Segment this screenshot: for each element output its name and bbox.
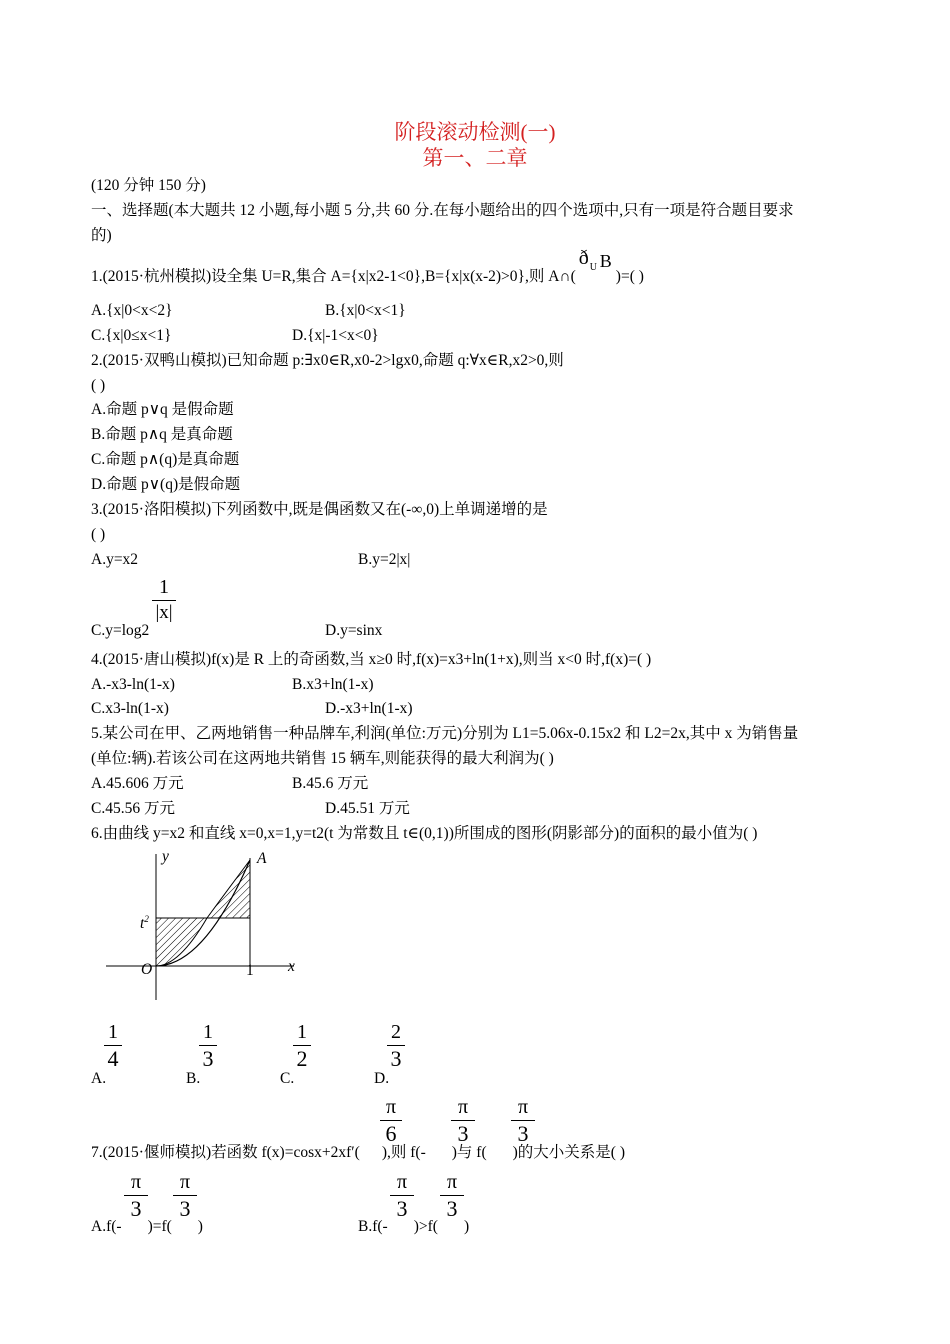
q6-option-d-label: D. [374, 1070, 390, 1087]
q1-option-b: B.{x|0<x<1} [325, 302, 406, 319]
fraction-numerator: 1 [203, 1021, 213, 1043]
fraction-denominator: 3 [396, 1196, 408, 1221]
q5-stem: 5.某公司在甲、乙两地销售一种品牌车,利润(单位:万元)分别为 L1=5.06x-0.15x2 和 L2=2x,其中 x 为销售量 [91, 725, 799, 742]
fraction-denominator: 3 [446, 1196, 458, 1221]
q6-option-c-label: C. [280, 1070, 295, 1087]
fraction-denominator: 4 [107, 1046, 119, 1071]
q5-option-b: B.45.6 万元 [292, 775, 369, 792]
q2-paren: ( ) [91, 377, 106, 394]
q4-option-b: B.x3+ln(1-x) [292, 676, 374, 693]
q3-option-c: C.y=log2 [91, 622, 150, 639]
fraction-numerator: 1 [297, 1021, 307, 1043]
shaded-region-right [207, 860, 250, 918]
q7-b-frac-1 [390, 1172, 414, 1220]
q7-stem-part4: )的大小关系是( ) [512, 1144, 625, 1161]
fraction-denominator: 2 [296, 1046, 308, 1071]
fig-t-sup: 2 [144, 914, 149, 924]
q7-stem-frac-neg-pi-3 [451, 1097, 475, 1145]
q7-stem-part1: 7.(2015·偃师模拟)若函数 f(x)=cosx+2xf′( [91, 1144, 360, 1161]
q7-a-frac-2 [173, 1172, 197, 1220]
complement-set: B [599, 251, 612, 271]
q5-option-d: D.45.51 万元 [325, 800, 410, 817]
q7-b-part2: )>f( [413, 1218, 438, 1235]
fig-label-one: 1 [246, 962, 254, 979]
q7-stem-part2: ),则 f(- [381, 1144, 426, 1161]
q6-stem: 6.由曲线 y=x2 和直线 x=0,x=1,y=t2(t 为常数且 t∈(0,1))所围成的图形(阴影部分)的面积的最小值为( ) [91, 825, 758, 842]
q7-stem [91, 1144, 625, 1162]
fraction-numerator: π [385, 1096, 397, 1118]
q7-b-part3: ) [463, 1218, 470, 1235]
q3-option-d: D.y=sinx [325, 622, 383, 639]
q1-stem [91, 247, 644, 286]
fig-label-x: x [288, 958, 295, 975]
q3-paren: ( ) [91, 526, 106, 543]
exam-meta: (120 分钟 150 分) [91, 177, 206, 194]
page-subtitle: 第一、二章 [422, 146, 528, 170]
fraction-numerator: 1 [159, 576, 169, 598]
fraction-numerator: 2 [391, 1021, 401, 1043]
fraction-denominator: 3 [179, 1196, 191, 1221]
q7-stem-frac-pi-6 [380, 1097, 402, 1145]
q1-stem-text: 1.(2015·杭州模拟)设全集 U=R,集合 A={x|x2-1<0},B={x|x(x-2)>0},则 A∩( [91, 268, 576, 285]
fraction-denominator: 3 [457, 1121, 469, 1146]
q6-figure-graph [104, 848, 304, 1003]
fraction-numerator: π [179, 1171, 191, 1193]
fig-label-origin: O [141, 961, 153, 978]
complement-sub: U [589, 262, 598, 273]
fraction-denominator: 3 [202, 1046, 214, 1071]
fraction-denominator: |x| [155, 602, 173, 623]
fraction-numerator: π [517, 1096, 529, 1118]
q7-a-frac-1 [124, 1172, 148, 1220]
fraction-numerator: π [130, 1171, 142, 1193]
q1-complement [576, 247, 616, 281]
q3-c-fraction [152, 577, 176, 622]
q6-option-a-label: A. [91, 1070, 107, 1087]
fraction-numerator: π [457, 1096, 469, 1118]
q3-option-b: B.y=2|x| [358, 551, 411, 568]
q4-option-a: A.-x3-ln(1-x) [91, 676, 175, 693]
q5-option-a: A.45.606 万元 [91, 775, 184, 792]
q2-option-d: D.命题 p∨(q)是假命题 [91, 476, 241, 493]
page-title: 阶段滚动检测(一) [394, 120, 556, 144]
q7-a-part2: )=f( [147, 1218, 172, 1235]
q1-stem-end: )=( ) [615, 268, 644, 285]
section-instructions-cont: 的) [91, 227, 112, 244]
q3-option-a: A.y=x2 [91, 551, 139, 568]
fig-t-letter: t [140, 915, 145, 933]
q7-a-part1: A.f(- [91, 1218, 122, 1235]
q3-stem: 3.(2015·洛阳模拟)下列函数中,既是偶函数又在(-∞,0)上单调递增的是 [91, 501, 548, 518]
fraction-numerator: π [396, 1171, 408, 1193]
q2-stem: 2.(2015·双鸭山模拟)已知命题 p:∃x0∈R,x0-2>lgx0,命题 q:∀x∈R,x2>0,则 [91, 352, 564, 369]
q2-option-c: C.命题 p∧(q)是真命题 [91, 451, 240, 468]
q4-option-c: C.x3-ln(1-x) [91, 700, 169, 717]
q7-stem-part3: )与 f( [451, 1144, 487, 1161]
q7-b-frac-2 [440, 1172, 464, 1220]
q2-option-b: B.命题 p∧q 是真命题 [91, 426, 233, 443]
fig-label-t [140, 910, 149, 933]
section-instructions: 一、选择题(本大题共 12 小题,每小题 5 分,共 60 分.在每小题给出的四个选项中,只有一项是符合题目要求 [91, 202, 794, 219]
fraction-numerator: π [446, 1171, 458, 1193]
fraction-denominator: 3 [130, 1196, 142, 1221]
q1-option-a: A.{x|0<x<2} [91, 302, 173, 319]
q1-option-c: C.{x|0≤x<1} [91, 327, 172, 344]
q5-stem-cont: (单位:辆).若该公司在这两地共销售 15 辆车,则能获得的最大利润为( ) [91, 750, 554, 767]
q6-option-a-fraction [104, 1022, 122, 1070]
fraction-denominator: 3 [517, 1121, 529, 1146]
fig-label-A: A [257, 850, 267, 867]
fraction-denominator: 3 [390, 1046, 402, 1071]
q6-option-c-fraction [293, 1022, 311, 1070]
q6-option-d-fraction [387, 1022, 405, 1070]
q7-b-part1: B.f(- [358, 1218, 388, 1235]
q4-option-d: D.-x3+ln(1-x) [325, 700, 413, 717]
fig-label-y: y [162, 848, 169, 865]
q7-stem-frac-pi-3 [511, 1097, 535, 1145]
q6-option-b-fraction [199, 1022, 217, 1070]
q2-option-a: A.命题 p∨q 是假命题 [91, 401, 234, 418]
complement-symbol: ð [578, 247, 589, 269]
q4-stem: 4.(2015·唐山模拟)f(x)是 R 上的奇函数,当 x≥0 时,f(x)=x3+ln(1+x),则当 x<0 时,f(x)=( ) [91, 651, 652, 668]
q6-figure [104, 848, 304, 1003]
q1-option-d: D.{x|-1<x<0} [292, 327, 379, 344]
q5-option-c: C.45.56 万元 [91, 800, 175, 817]
q6-option-b-label: B. [186, 1070, 201, 1087]
q7-a-part3: ) [197, 1218, 203, 1235]
fraction-numerator: 1 [108, 1021, 118, 1043]
fraction-denominator: 6 [385, 1121, 397, 1146]
